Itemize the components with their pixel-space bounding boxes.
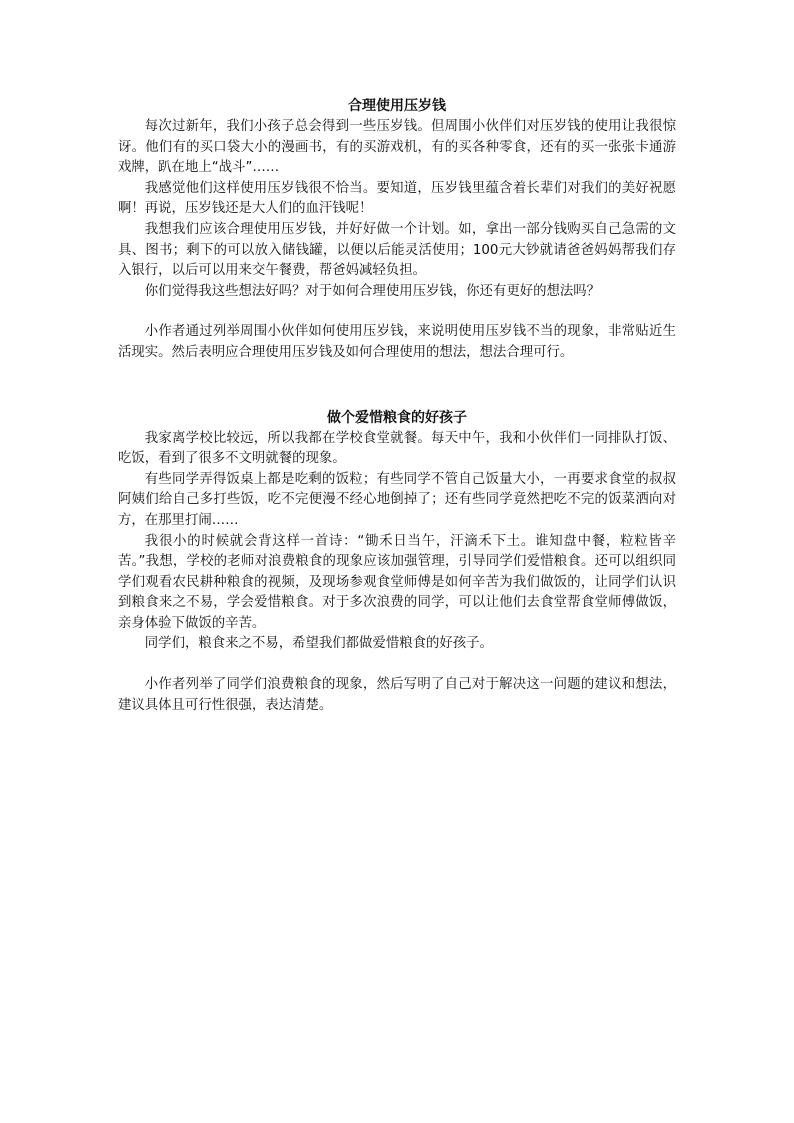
article-title: 做个爱惜粮食的好孩子 [327,409,467,426]
document-page [118,96,676,716]
article-2 [118,408,676,717]
article-paragraph: 同学们，粮食来之不易，希望我们都做爱惜粮食的好孩子。 [144,636,493,652]
article-paragraph: 有些同学弄得饭桌上都是吃剩的饭粒；有些同学不管自己饭量大小，一再要求食堂的叔叔阿姨们给自己多打些饭，吃不完便漫不经心地倒掉了；还有些同学竟然把吃不完的饭菜洒向对方，在那里打闹…… [118,471,676,528]
article-title: 合理使用压岁钱 [348,98,446,114]
section-spacer [118,364,676,408]
article-paragraph: 你们觉得我这些想法好吗？对于如何合理使用压岁钱，你还有更好的想法吗？ [144,283,601,299]
spacer [118,302,676,322]
article-paragraph: 我家离学校比较远，所以我都在学校食堂就餐。每天中午，我和小伙伴们一同排队打饭、吃饭，看到了很多不文明就餐的现象。 [118,430,676,467]
spacer [118,655,676,675]
article-comment: 小作者通过列举周围小伙伴如何使用压岁钱，来说明使用压岁钱不当的现象，非常贴近生活现实。然后表明应合理使用压岁钱及如何合理使用的想法，想法合理可行。 [118,324,676,360]
article-1 [118,96,676,364]
article-comment: 小作者列举了同学们浪费粮食的现象，然后写明了自己对于解决这一问题的建议和想法，建议具体且可行性很强，表达清楚。 [118,677,676,713]
article-paragraph: 我感觉他们这样使用压岁钱很不恰当。要知道，压岁钱里蕴含着长辈们对我们的美好祝愿啊！再说，压岁钱还是大人们的血汗钱呢！ [118,180,676,217]
article-paragraph: 我很小的时候就会背这样一首诗：“锄禾日当午，汗滴禾下土。谁知盘中餐，粒粒皆辛苦。”我想，学校的老师对浪费粮食的现象应该加强管理，引导同学们爱惜粮食。还可以组织同学们观看农民耕种粮食的视频，及现场参观食堂师傅是如何辛苦为我们做饭的，让同学们认识到粮食来之不易，学会爱惜粮食。对于多次浪费的同学，可以让他们去食堂帮食堂师傅做饭，亲身体验下做饭的辛苦。 [118,533,676,631]
article-paragraph: 每次过新年，我们小孩子总会得到一些压岁钱。但周围小伙伴们对压岁钱的使用让我很惊讶。他们有的买口袋大小的漫画书，有的买游戏机，有的买各种零食，还有的买一张张卡通游戏牌，趴在地上“战斗”…… [118,119,676,176]
article-paragraph: 我想我们应该合理使用压岁钱，并好好做一个计划。如，拿出一部分钱购买自己急需的文具、图书；剩下的可以放入储钱罐，以便以后能灵活使用；100元大钞就请爸爸妈妈帮我们存入银行，以后可以用来交午餐费，帮爸妈减轻负担。 [118,221,676,279]
